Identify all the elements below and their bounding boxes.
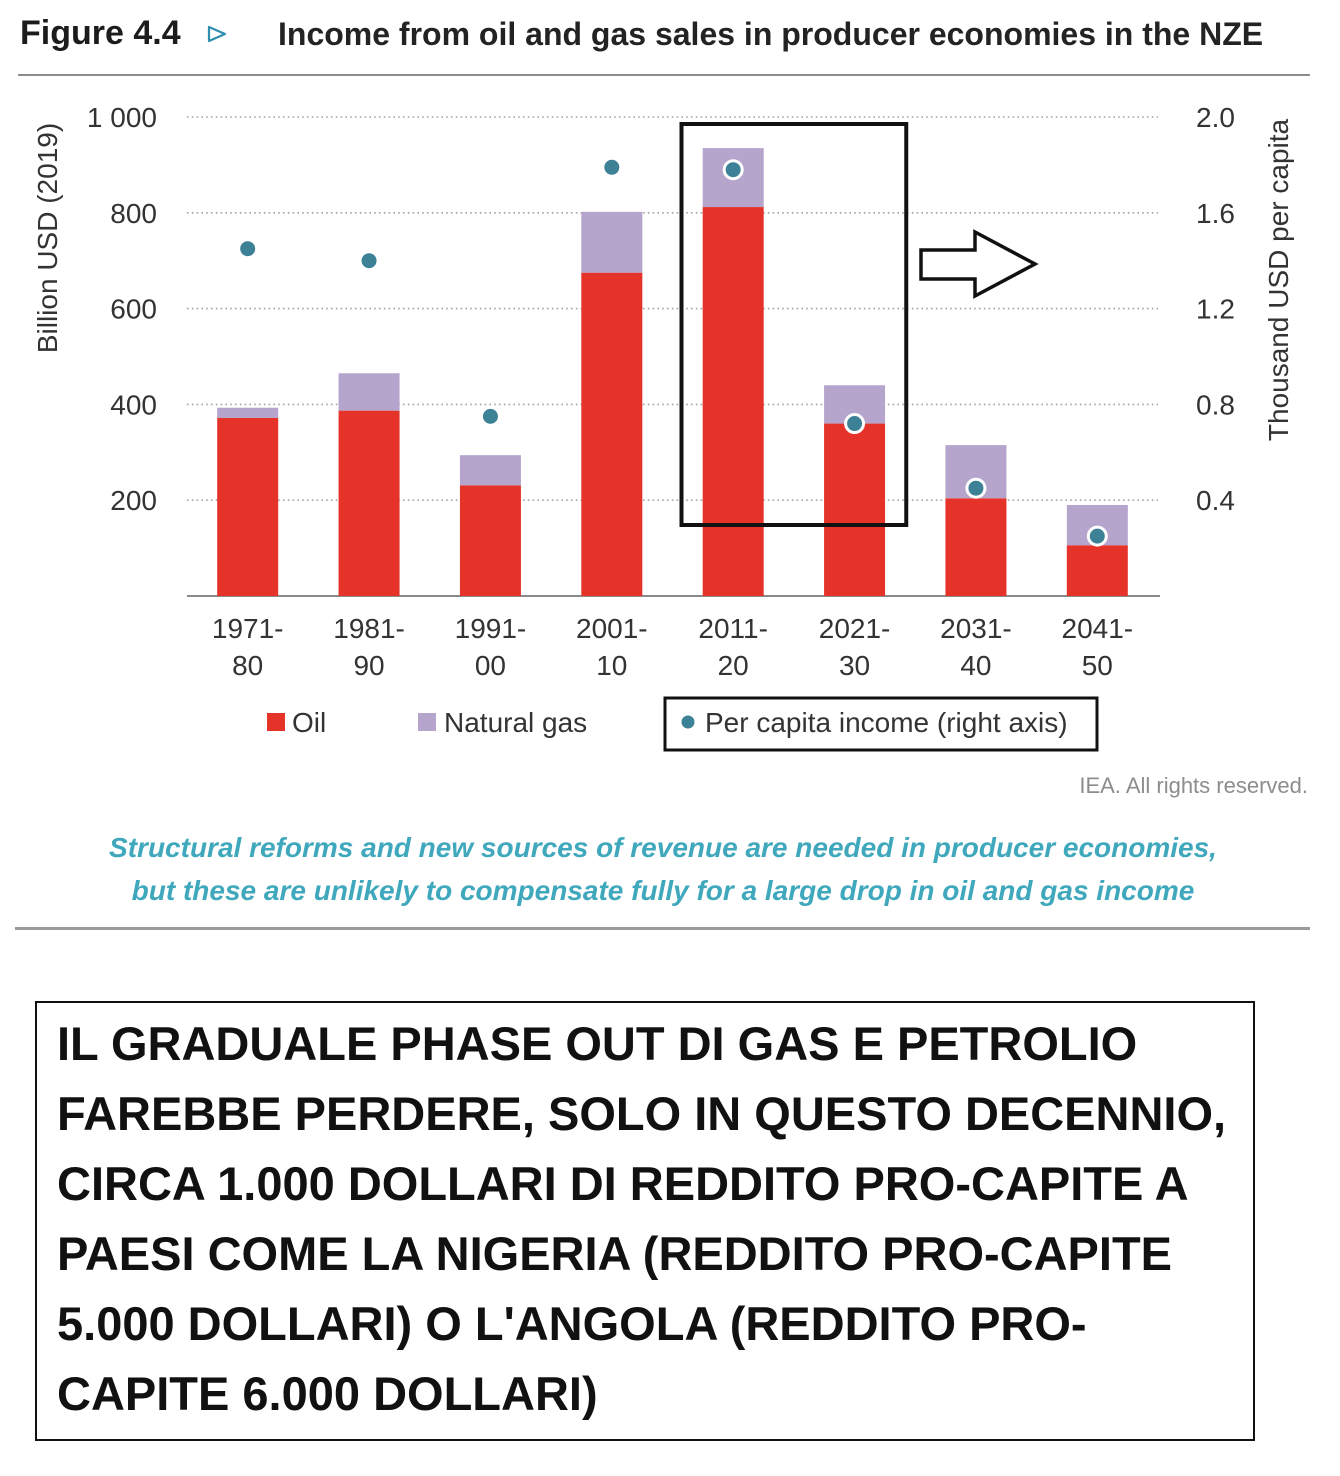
annotation-line: PAESI COME LA NIGERIA (REDDITO PRO-CAPITE: [57, 1227, 1173, 1280]
y-tick-label-right: 1.2: [1196, 293, 1235, 325]
bar-oil: [945, 498, 1006, 596]
bar-natural-gas: [460, 455, 521, 485]
annotation-line: CAPITE 6.000 DOLLARI): [57, 1367, 598, 1420]
legend-label-per-capita-income: Per capita income (right axis): [705, 707, 1068, 738]
x-tick-label: 2041-50: [1061, 613, 1134, 681]
copyright-notice: IEA. All rights reserved.: [1079, 773, 1308, 798]
legend: [267, 698, 1097, 750]
y-tick-label-left: 400: [110, 389, 157, 421]
x-tick-label: 2011-20: [698, 613, 768, 681]
chart-title: Income from oil and gas sales in producer economies in the NZE: [278, 16, 1264, 52]
y-tick-label-left: 600: [110, 293, 157, 325]
y-tick-label-right: 1.6: [1196, 197, 1235, 229]
figure-caption: [0, 826, 1326, 912]
annotation-line: CIRCA 1.000 DOLLARI DI REDDITO PRO-CAPITE A: [57, 1157, 1189, 1210]
point-per-capita-income-right-axis: [603, 158, 621, 176]
x-tick-label: 1981-90: [333, 613, 405, 681]
legend-swatch-oil: [267, 713, 285, 731]
caption-line: but these are unlikely to compensate fully for a large drop in oil and gas income: [131, 875, 1195, 906]
point-per-capita-income-right-axis: [360, 252, 378, 270]
x-tick-label: 2001-10: [576, 613, 648, 681]
x-tick-label: 2021-30: [818, 613, 891, 681]
legend-label-oil: Oil: [292, 707, 327, 738]
bar-natural-gas: [217, 408, 278, 418]
point-per-capita-income-right-axis: [724, 161, 742, 179]
bar-oil: [581, 273, 642, 596]
annotation-line: IL GRADUALE PHASE OUT DI GAS E PETROLIO: [57, 1017, 1138, 1070]
y-tick-label-right: 2.0: [1196, 102, 1235, 133]
y-axis-title-left: Billion USD (2019): [32, 122, 63, 354]
bar-oil: [824, 424, 885, 596]
caption-divider: [15, 927, 1310, 930]
caption-line: Structural reforms and new sources of revenue are needed in producer economies,: [109, 832, 1217, 863]
bar-oil: [703, 207, 764, 596]
y-tick-label-left: 200: [110, 485, 157, 517]
legend-label-natural-gas: Natural gas: [444, 707, 588, 738]
bar-oil: [1067, 545, 1128, 596]
x-tick-label: 2031-40: [940, 613, 1012, 681]
bar-oil: [460, 485, 521, 596]
point-per-capita-income-right-axis: [481, 407, 499, 425]
annotation-line: FAREBBE PERDERE, SOLO IN QUESTO DECENNIO,: [57, 1087, 1227, 1140]
bar-natural-gas: [581, 212, 642, 273]
legend-swatch-per-capita-income: [682, 716, 695, 729]
x-tick-label: 1971-80: [211, 613, 284, 681]
point-per-capita-income-right-axis: [239, 240, 257, 258]
point-per-capita-income-right-axis: [1088, 527, 1106, 545]
y-tick-label-left: 800: [110, 197, 157, 229]
figure-label: Figure 4.4: [20, 14, 181, 52]
arrow-right-outline-icon: [921, 232, 1035, 296]
bar-oil: [339, 411, 400, 596]
gridlines: [187, 117, 1160, 596]
x-tick-label: 1991-00: [454, 613, 527, 681]
y-axis-title-right: Thousand USD per capita: [1263, 118, 1294, 442]
y-tick-label-right: 0.8: [1196, 389, 1235, 421]
point-per-capita-income-right-axis: [967, 479, 985, 497]
point-per-capita-income-right-axis: [846, 415, 864, 433]
annotation-box: [35, 1001, 1255, 1441]
bars: [217, 148, 1128, 596]
y-tick-label-left: 1 000: [86, 102, 157, 133]
legend-swatch-natural-gas: [418, 713, 436, 731]
bar-oil: [217, 418, 278, 596]
annotation-line: 5.000 DOLLARI) O L'ANGOLA (REDDITO PRO-: [57, 1297, 1087, 1350]
bar-natural-gas: [339, 373, 400, 410]
y-tick-label-right: 0.4: [1196, 485, 1235, 517]
